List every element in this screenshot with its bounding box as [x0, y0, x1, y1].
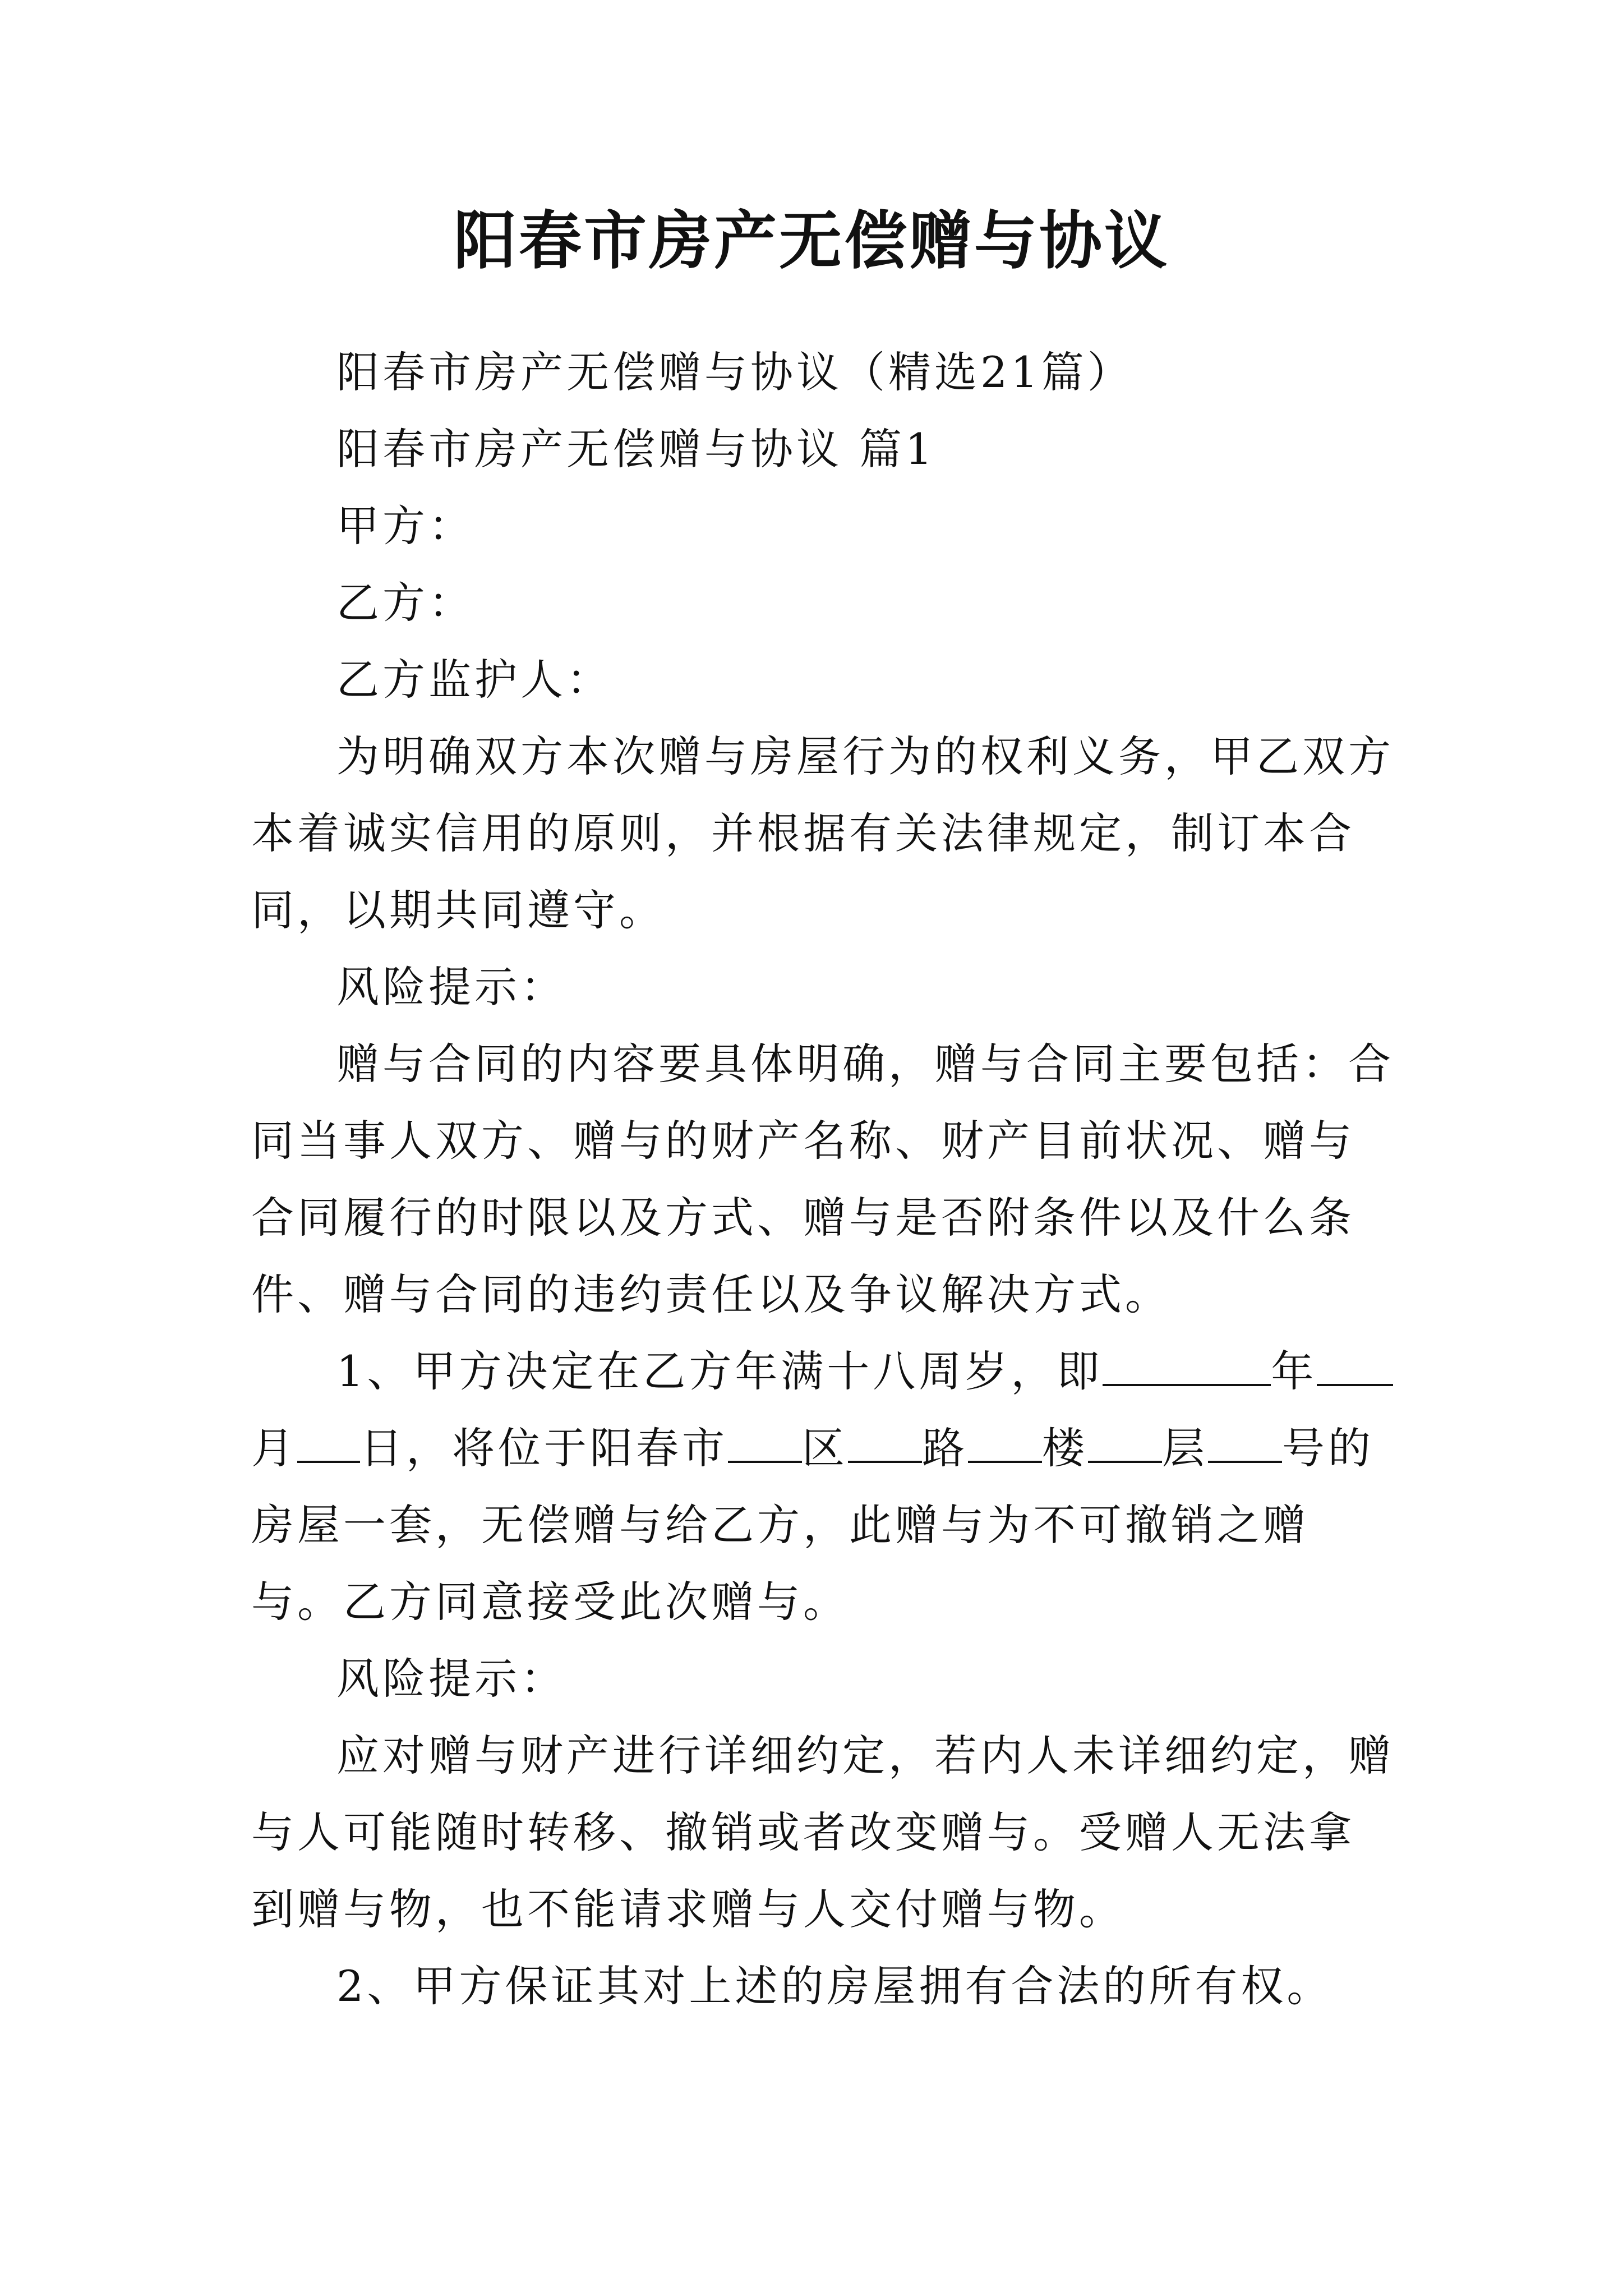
party-a-label: 甲方： [336, 501, 474, 551]
blank-day [297, 1427, 360, 1463]
clause-1-floor: 层 [1162, 1423, 1208, 1473]
clause-1-rest: 的房屋一套，无偿赠与给乙方，此赠与为不可撤销之赠与。乙方同意接受此次赠与。 [251, 1423, 1374, 1627]
blank-road [848, 1427, 922, 1463]
subtitle: 阳春市房产无偿赠与协议（精选21篇） [336, 347, 1133, 397]
risk-text-2: 应对赠与财产进行详细约定，若内人未详细约定，赠与人可能随时转移、撤销或者改变赠与。受赠人无法拿到赠与物，也不能请求赠与人交付赠与物。 [251, 1731, 1394, 1934]
clause-1-year: 年 [1271, 1346, 1317, 1396]
party-b-label: 乙方： [336, 578, 474, 628]
blank-number [1208, 1427, 1282, 1463]
blank-month [1317, 1350, 1393, 1386]
clause-1-day: 日，将位于阳春市 [360, 1423, 728, 1473]
clause-2: 2、甲方保证其对上述的房屋拥有合法的所有权。 [336, 1961, 1333, 2011]
blank-year [1103, 1350, 1271, 1386]
blank-building [968, 1427, 1042, 1463]
clause-1-month: 月 [251, 1423, 297, 1473]
clause-1-road: 路 [922, 1423, 968, 1473]
clause-1-number: 号 [1282, 1423, 1328, 1473]
clause-1 [251, 1333, 1395, 1640]
intro-paragraph: 为明确双方本次赠与房屋行为的权利义务，甲乙双方本着诚实信用的原则，并根据有关法律规定，制订本合同，以期共同遵守。 [251, 731, 1394, 935]
clause-1-district: 区 [802, 1423, 848, 1473]
risk-text-1: 赠与合同的内容要具体明确，赠与合同主要包括：合同当事人双方、赠与的财产名称、财产目前状况、赠与合同履行的时限以及方式、赠与是否附条件以及什么条件、赠与合同的违约责任以及争议解决方式。 [251, 1039, 1394, 1319]
clause-1-intro: 1、甲方决定在乙方年满十八周岁，即 [336, 1346, 1103, 1396]
risk-label-2: 风险提示： [336, 1654, 566, 1704]
blank-district [728, 1427, 802, 1463]
blank-floor [1088, 1427, 1162, 1463]
guardian-label: 乙方监护人： [336, 655, 612, 705]
clause-1-building: 楼 [1042, 1423, 1088, 1473]
risk-label-1: 风险提示： [336, 962, 566, 1012]
document-body [251, 334, 1395, 2024]
section-heading: 阳春市房产无偿赠与协议 篇1 [336, 424, 936, 474]
document-title: 阳春市房产无偿赠与协议 [454, 204, 1169, 278]
